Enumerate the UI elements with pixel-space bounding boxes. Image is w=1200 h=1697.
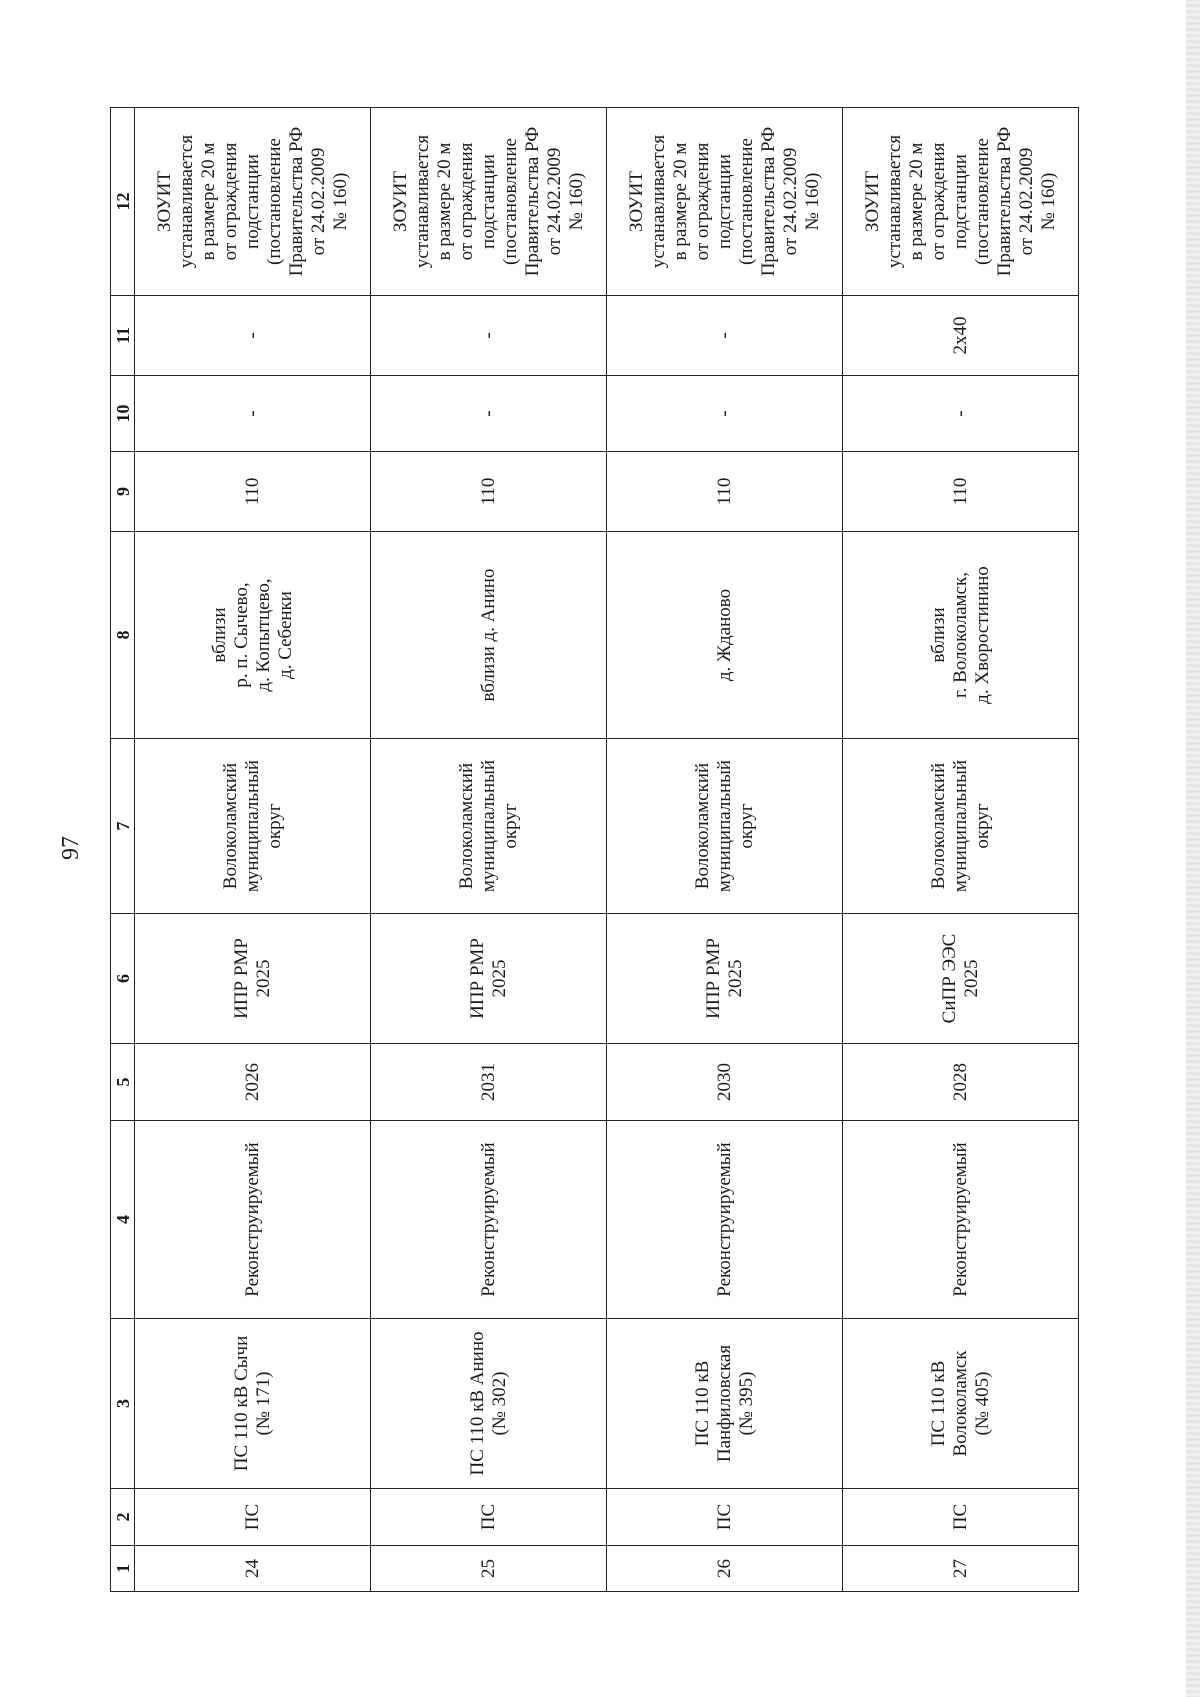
protection-zone-cell [135, 108, 371, 296]
status-cell: Реконструируемый [371, 1121, 607, 1319]
protection-zone-cell-line: ЗОУИТ [625, 171, 647, 232]
column-header-5: 5 [111, 1044, 135, 1121]
voltage-cell: 110 [843, 452, 1079, 532]
basis-document-line: 2025 [724, 959, 746, 998]
column-11-cell: - [607, 296, 843, 376]
location-cell-line: г. Волоколамск, [949, 572, 971, 698]
year-cell: 2031 [371, 1044, 607, 1121]
year-cell: 2026 [135, 1044, 371, 1121]
location-cell-line: вблизи [927, 607, 949, 663]
protection-zone-cell-line: в размере 20 м [197, 142, 219, 261]
column-11-cell: - [135, 296, 371, 376]
substation-name-line: ПС 110 кВ Анино [466, 1331, 488, 1476]
protection-zone-cell-line: Правительства РФ [993, 126, 1015, 277]
location-cell-line: д. Себенки [274, 591, 296, 679]
basis-document-line: ИПР РМР [466, 938, 488, 1019]
protection-zone-cell-line: Правительства РФ [757, 126, 779, 277]
column-10-cell: - [371, 376, 607, 452]
column-header-2: 2 [111, 1489, 135, 1546]
column-header-3: 3 [111, 1319, 135, 1489]
protection-zone-cell-line: ЗОУИТ [389, 171, 411, 232]
table-row [135, 108, 371, 1592]
district-cell-line: округ [735, 803, 757, 849]
location-cell [371, 532, 607, 739]
object-type: ПС [843, 1489, 1079, 1546]
substation-name-line: (№ 405) [971, 1371, 993, 1436]
protection-zone-cell-line: от ограждения [691, 142, 713, 261]
location-cell-line: д. Жданово [713, 588, 735, 682]
district-cell-line: муниципальный [713, 759, 735, 893]
protection-zone-cell-line: подстанции [241, 154, 263, 249]
basis-document [843, 914, 1079, 1044]
district-cell-line: Волоколамский [219, 762, 241, 890]
protection-zone-cell-line: № 160) [801, 172, 823, 231]
district-cell-line: округ [971, 803, 993, 849]
district-cell-line: муниципальный [241, 759, 263, 893]
protection-zone-cell-line: (постановление [971, 138, 993, 265]
protection-zone-cell-line: устанавливается [883, 134, 905, 269]
protection-zone-cell-line: от 24.02.2009 [1015, 147, 1037, 256]
column-11-cell: - [371, 296, 607, 376]
location-cell-line: д. Копытцево, [252, 578, 274, 692]
object-type: ПС [371, 1489, 607, 1546]
column-header-4: 4 [111, 1121, 135, 1319]
row-number: 27 [843, 1546, 1079, 1592]
basis-document-line: 2025 [960, 959, 982, 998]
column-header-9: 9 [111, 452, 135, 532]
status-cell: Реконструируемый [135, 1121, 371, 1319]
location-cell-line: д. Хворостинино [971, 566, 993, 704]
protection-zone-cell-line: (постановление [499, 138, 521, 265]
substation-name-line: Панфиловская [713, 1344, 735, 1463]
protection-zone-cell-line: подстанции [949, 154, 971, 249]
column-header-10: 10 [111, 376, 135, 452]
column-header-12: 12 [111, 108, 135, 296]
district-cell [843, 739, 1079, 914]
table-body [135, 108, 1079, 1592]
location-cell [607, 532, 843, 739]
rotated-table-frame [110, 108, 1078, 1592]
column-header-6: 6 [111, 914, 135, 1044]
voltage-cell: 110 [371, 452, 607, 532]
table-row [607, 108, 843, 1592]
voltage-cell: 110 [135, 452, 371, 532]
basis-document-line: ИПР РМР [230, 938, 252, 1019]
header-row [111, 108, 135, 1592]
status-cell: Реконструируемый [843, 1121, 1079, 1319]
location-cell-line: вблизи д. Анино [477, 568, 499, 702]
district-cell-line: Волоколамский [927, 762, 949, 890]
column-10-cell: - [135, 376, 371, 452]
basis-document-line: 2025 [488, 959, 510, 998]
substation-name [607, 1319, 843, 1489]
protection-zone-cell-line: устанавливается [175, 134, 197, 269]
protection-zone-cell-line: подстанции [477, 154, 499, 249]
voltage-cell: 110 [607, 452, 843, 532]
column-header-7: 7 [111, 739, 135, 914]
substation-name-line: (№ 395) [735, 1371, 757, 1436]
page-number: 97 [58, 836, 84, 860]
protection-zone-cell-line: в размере 20 м [905, 142, 927, 261]
object-type: ПС [607, 1489, 843, 1546]
district-cell-line: муниципальный [477, 759, 499, 893]
protection-zone-cell [843, 108, 1079, 296]
location-cell-line: р. п. Сычево, [230, 582, 252, 688]
district-cell-line: Волоколамский [455, 762, 477, 890]
protection-zone-cell-line: от 24.02.2009 [543, 147, 565, 256]
basis-document-line: ИПР РМР [702, 938, 724, 1019]
protection-zone-cell-line: (постановление [735, 138, 757, 265]
district-cell-line: муниципальный [949, 759, 971, 893]
substation-name-line: ПС 110 кВ [691, 1360, 713, 1447]
protection-zone-cell-line: № 160) [565, 172, 587, 231]
protection-zone-cell-line: № 160) [1037, 172, 1059, 231]
year-cell: 2028 [843, 1044, 1079, 1121]
substation-name [371, 1319, 607, 1489]
substation-table [110, 107, 1079, 1592]
scan-edge [1186, 0, 1200, 1697]
table-row [843, 108, 1079, 1592]
location-cell [135, 532, 371, 739]
column-header-1: 1 [111, 1546, 135, 1592]
district-cell-line: округ [499, 803, 521, 849]
column-10-cell: - [607, 376, 843, 452]
protection-zone-cell-line: подстанции [713, 154, 735, 249]
basis-document-line: 2025 [252, 959, 274, 998]
district-cell [607, 739, 843, 914]
substation-name-line: (№ 171) [252, 1371, 274, 1436]
column-header-8: 8 [111, 532, 135, 739]
basis-document-line: СиПР ЭЭС [938, 933, 960, 1024]
rotated-table-wrapper [110, 108, 1078, 1592]
protection-zone-cell-line: № 160) [329, 172, 351, 231]
substation-name-line: Волоколамск [949, 1350, 971, 1457]
object-type: ПС [135, 1489, 371, 1546]
district-cell [135, 739, 371, 914]
protection-zone-cell-line: Правительства РФ [285, 126, 307, 277]
substation-name-line: ПС 110 кВ Сычи [230, 1335, 252, 1472]
column-header-11: 11 [111, 296, 135, 376]
row-number: 25 [371, 1546, 607, 1592]
district-cell [371, 739, 607, 914]
row-number: 26 [607, 1546, 843, 1592]
substation-name [135, 1319, 371, 1489]
protection-zone-cell-line: устанавливается [647, 134, 669, 269]
protection-zone-cell-line: от 24.02.2009 [779, 147, 801, 256]
protection-zone-cell [371, 108, 607, 296]
protection-zone-cell-line: ЗОУИТ [861, 171, 883, 232]
protection-zone-cell-line: в размере 20 м [433, 142, 455, 261]
column-10-cell: - [843, 376, 1079, 452]
protection-zone-cell-line: от ограждения [455, 142, 477, 261]
protection-zone-cell [607, 108, 843, 296]
protection-zone-cell-line: устанавливается [411, 134, 433, 269]
basis-document [371, 914, 607, 1044]
substation-name-line: (№ 302) [488, 1371, 510, 1436]
table-row [371, 108, 607, 1592]
basis-document [135, 914, 371, 1044]
status-cell: Реконструируемый [607, 1121, 843, 1319]
location-cell-line: вблизи [208, 607, 230, 663]
basis-document [607, 914, 843, 1044]
protection-zone-cell-line: от 24.02.2009 [307, 147, 329, 256]
protection-zone-cell-line: от ограждения [219, 142, 241, 261]
substation-name [843, 1319, 1079, 1489]
protection-zone-cell-line: ЗОУИТ [153, 171, 175, 232]
protection-zone-cell-line: в размере 20 м [669, 142, 691, 261]
column-11-cell: 2х40 [843, 296, 1079, 376]
year-cell: 2030 [607, 1044, 843, 1121]
district-cell-line: округ [263, 803, 285, 849]
protection-zone-cell-line: (постановление [263, 138, 285, 265]
substation-name-line: ПС 110 кВ [927, 1360, 949, 1447]
district-cell-line: Волоколамский [691, 762, 713, 890]
location-cell [843, 532, 1079, 739]
row-number: 24 [135, 1546, 371, 1592]
protection-zone-cell-line: Правительства РФ [521, 126, 543, 277]
protection-zone-cell-line: от ограждения [927, 142, 949, 261]
